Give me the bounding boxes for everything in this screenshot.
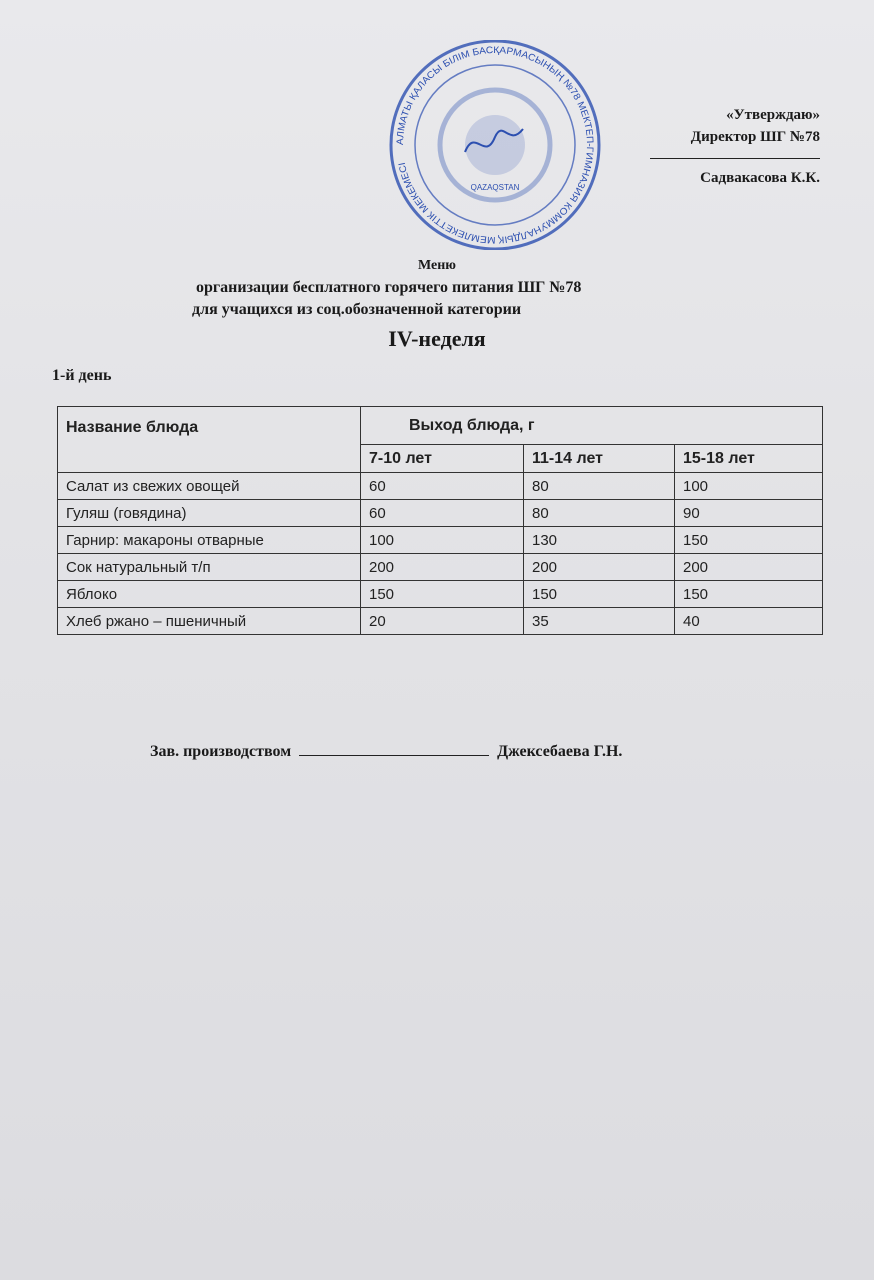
col-header-output: Выход блюда, г bbox=[361, 407, 823, 445]
dish-name: Сок натуральный т/п bbox=[58, 554, 361, 581]
dish-name: Гуляш (говядина) bbox=[58, 500, 361, 527]
footer-signature bbox=[150, 743, 622, 761]
portion-grams: 200 bbox=[361, 554, 524, 581]
table-row bbox=[58, 608, 823, 635]
director-name: Садвакасова К.К. bbox=[700, 170, 820, 186]
signature-line bbox=[299, 755, 489, 756]
portion-grams: 200 bbox=[524, 554, 675, 581]
official-stamp bbox=[385, 40, 605, 250]
director-position: Директор ШГ №78 bbox=[690, 129, 820, 145]
portion-grams: 150 bbox=[361, 581, 524, 608]
table-row bbox=[58, 581, 823, 608]
portion-grams: 20 bbox=[361, 608, 524, 635]
menu-audience: для учащихся из соц.обозначенной категории bbox=[192, 301, 522, 318]
portion-grams: 80 bbox=[524, 473, 675, 500]
portion-grams: 130 bbox=[524, 527, 675, 554]
portion-grams: 150 bbox=[675, 581, 823, 608]
portion-grams: 90 bbox=[675, 500, 823, 527]
dish-name: Хлеб ржано – пшеничный bbox=[58, 608, 361, 635]
portion-grams: 200 bbox=[675, 554, 823, 581]
footer-name: Джексебаева Г.Н. bbox=[497, 743, 623, 760]
menu-table bbox=[57, 406, 823, 635]
col-header-dish: Название блюда bbox=[58, 407, 361, 473]
portion-grams: 100 bbox=[675, 473, 823, 500]
table-row bbox=[58, 500, 823, 527]
portion-grams: 40 bbox=[675, 608, 823, 635]
dish-name: Яблоко bbox=[58, 581, 361, 608]
col-header-age: 11-14 лет bbox=[524, 445, 675, 473]
approval-block bbox=[610, 104, 820, 189]
footer-role: Зав. производством bbox=[150, 743, 292, 760]
portion-grams: 80 bbox=[524, 500, 675, 527]
menu-title: Меню bbox=[417, 258, 456, 273]
portion-grams: 60 bbox=[361, 500, 524, 527]
signature-line bbox=[650, 148, 820, 159]
portion-grams: 150 bbox=[675, 527, 823, 554]
menu-subtitle: организации бесплатного горячего питания ШГ №78 bbox=[196, 279, 582, 296]
col-header-age: 15-18 лет bbox=[675, 445, 823, 473]
table-row bbox=[58, 473, 823, 500]
portion-grams: 60 bbox=[361, 473, 524, 500]
portion-grams: 100 bbox=[361, 527, 524, 554]
table-row bbox=[58, 554, 823, 581]
table-row bbox=[58, 527, 823, 554]
stamp-ring-text: АЛМАТЫ ҚАЛАСЫ БІЛІМ БАСҚАРМАСЫНЫҢ №78 МЕКТЕП-ГИМНАЗИЯ КОММУНАЛДЫҚ МЕМЛЕКЕТТІК МЕКЕМЕСІ bbox=[394, 44, 596, 246]
dish-name: Гарнир: макароны отварные bbox=[58, 527, 361, 554]
day-label: 1-й день bbox=[52, 367, 112, 384]
portion-grams: 150 bbox=[524, 581, 675, 608]
stamp-center-text: QAZAQSTAN bbox=[470, 183, 520, 192]
col-header-age: 7-10 лет bbox=[361, 445, 524, 473]
portion-grams: 35 bbox=[524, 608, 675, 635]
dish-name: Салат из свежих овощей bbox=[58, 473, 361, 500]
approve-label: «Утверждаю» bbox=[726, 107, 820, 123]
week-label: IV-неделя bbox=[388, 326, 486, 351]
